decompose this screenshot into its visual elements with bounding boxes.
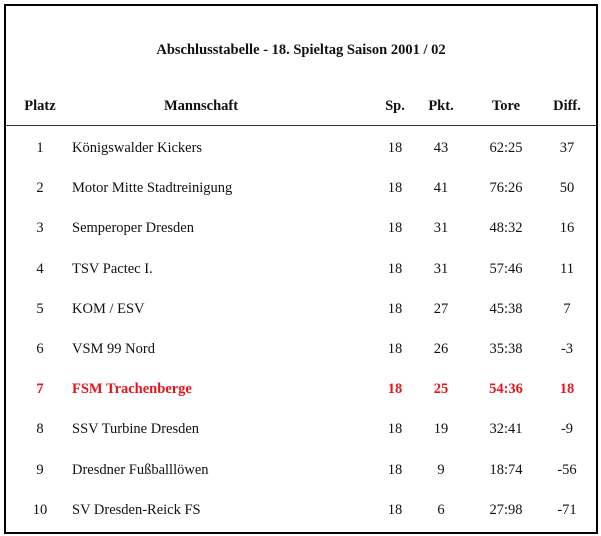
cell-diff: 50 (559, 180, 575, 197)
cell-diff: 18 (559, 381, 575, 398)
cell-pkt: 6 (437, 501, 445, 518)
cell-diff: -9 (560, 421, 574, 438)
cell-diff: -3 (560, 341, 574, 357)
header-platz: Platz (24, 98, 56, 114)
cell-platz: 8 (36, 421, 44, 438)
cell-pkt: 27 (433, 300, 449, 317)
cell-pkt: 43 (433, 140, 449, 156)
cell-platz: 3 (36, 220, 44, 237)
table-row (6, 462, 596, 482)
table-row (6, 381, 596, 401)
cell-pkt: 25 (433, 381, 449, 398)
cell-sp: 18 (387, 421, 403, 438)
header-sp: Sp. (385, 98, 405, 114)
standings-table (4, 4, 598, 534)
cell-pkt: 19 (433, 421, 449, 438)
cell-sp: 18 (387, 260, 403, 277)
cell-platz: 1 (36, 140, 44, 156)
cell-tore: 35:38 (489, 341, 523, 357)
cell-tore: 27:98 (489, 501, 523, 518)
table-row (6, 220, 596, 240)
cell-mannschaft: Motor Mitte Stadtreinigung (72, 180, 233, 197)
cell-sp: 18 (387, 140, 403, 156)
cell-mannschaft: KOM / ESV (72, 300, 145, 317)
header-tore: Tore (491, 98, 521, 114)
cell-platz: 6 (36, 341, 44, 357)
header-pkt: Pkt. (428, 98, 454, 114)
cell-pkt: 31 (433, 260, 449, 277)
cell-tore: 57:46 (489, 260, 523, 277)
cell-tore: 32:41 (489, 421, 523, 438)
table-row (6, 261, 596, 281)
cell-mannschaft: SSV Turbine Dresden (72, 421, 200, 438)
cell-sp: 18 (387, 300, 403, 317)
cell-sp: 18 (387, 381, 403, 398)
header-diff: Diff. (553, 98, 581, 114)
cell-pkt: 26 (433, 341, 449, 357)
cell-sp: 18 (387, 461, 403, 478)
cell-mannschaft: VSM 99 Nord (72, 341, 155, 357)
cell-tore: 45:38 (489, 300, 523, 317)
cell-tore: 48:32 (489, 220, 523, 237)
header-mannschaft: Mannschaft (163, 98, 239, 114)
cell-mannschaft: TSV Pactec I. (72, 260, 153, 277)
table-row (6, 140, 596, 160)
table-row (6, 180, 596, 200)
cell-mannschaft: Dresdner Fußballlöwen (72, 461, 209, 478)
cell-platz: 9 (36, 461, 44, 478)
cell-platz: 4 (36, 260, 44, 277)
cell-mannschaft: Semperoper Dresden (72, 220, 194, 237)
cell-platz: 2 (36, 180, 44, 197)
cell-platz: 7 (36, 381, 44, 398)
table-row (6, 341, 596, 361)
cell-sp: 18 (387, 341, 403, 357)
cell-sp: 18 (387, 501, 403, 518)
cell-diff: -56 (557, 461, 577, 478)
cell-sp: 18 (387, 180, 403, 197)
cell-mannschaft: FSM Trachenberge (72, 381, 192, 398)
cell-tore: 62:25 (489, 140, 523, 156)
header-divider (6, 125, 596, 126)
cell-diff: 11 (560, 260, 574, 277)
cell-platz: 5 (36, 300, 44, 317)
cell-pkt: 41 (433, 180, 449, 197)
table-row (6, 301, 596, 321)
cell-platz: 10 (32, 501, 48, 518)
cell-pkt: 31 (433, 220, 449, 237)
cell-tore: 76:26 (489, 180, 523, 197)
table-row (6, 502, 596, 522)
cell-mannschaft: Königswalder Kickers (72, 140, 203, 156)
cell-pkt: 9 (437, 461, 445, 478)
cell-diff: -71 (557, 501, 577, 518)
cell-diff: 16 (559, 220, 575, 237)
cell-diff: 37 (559, 140, 575, 156)
cell-mannschaft: SV Dresden-Reick FS (72, 501, 201, 518)
table-title: Abschlusstabelle - 18. Spieltag Saison 2001 / 02 (156, 42, 446, 58)
cell-sp: 18 (387, 220, 403, 237)
cell-diff: 7 (563, 300, 571, 317)
cell-tore: 18:74 (489, 461, 523, 478)
table-row (6, 421, 596, 441)
cell-tore: 54:36 (489, 381, 523, 398)
